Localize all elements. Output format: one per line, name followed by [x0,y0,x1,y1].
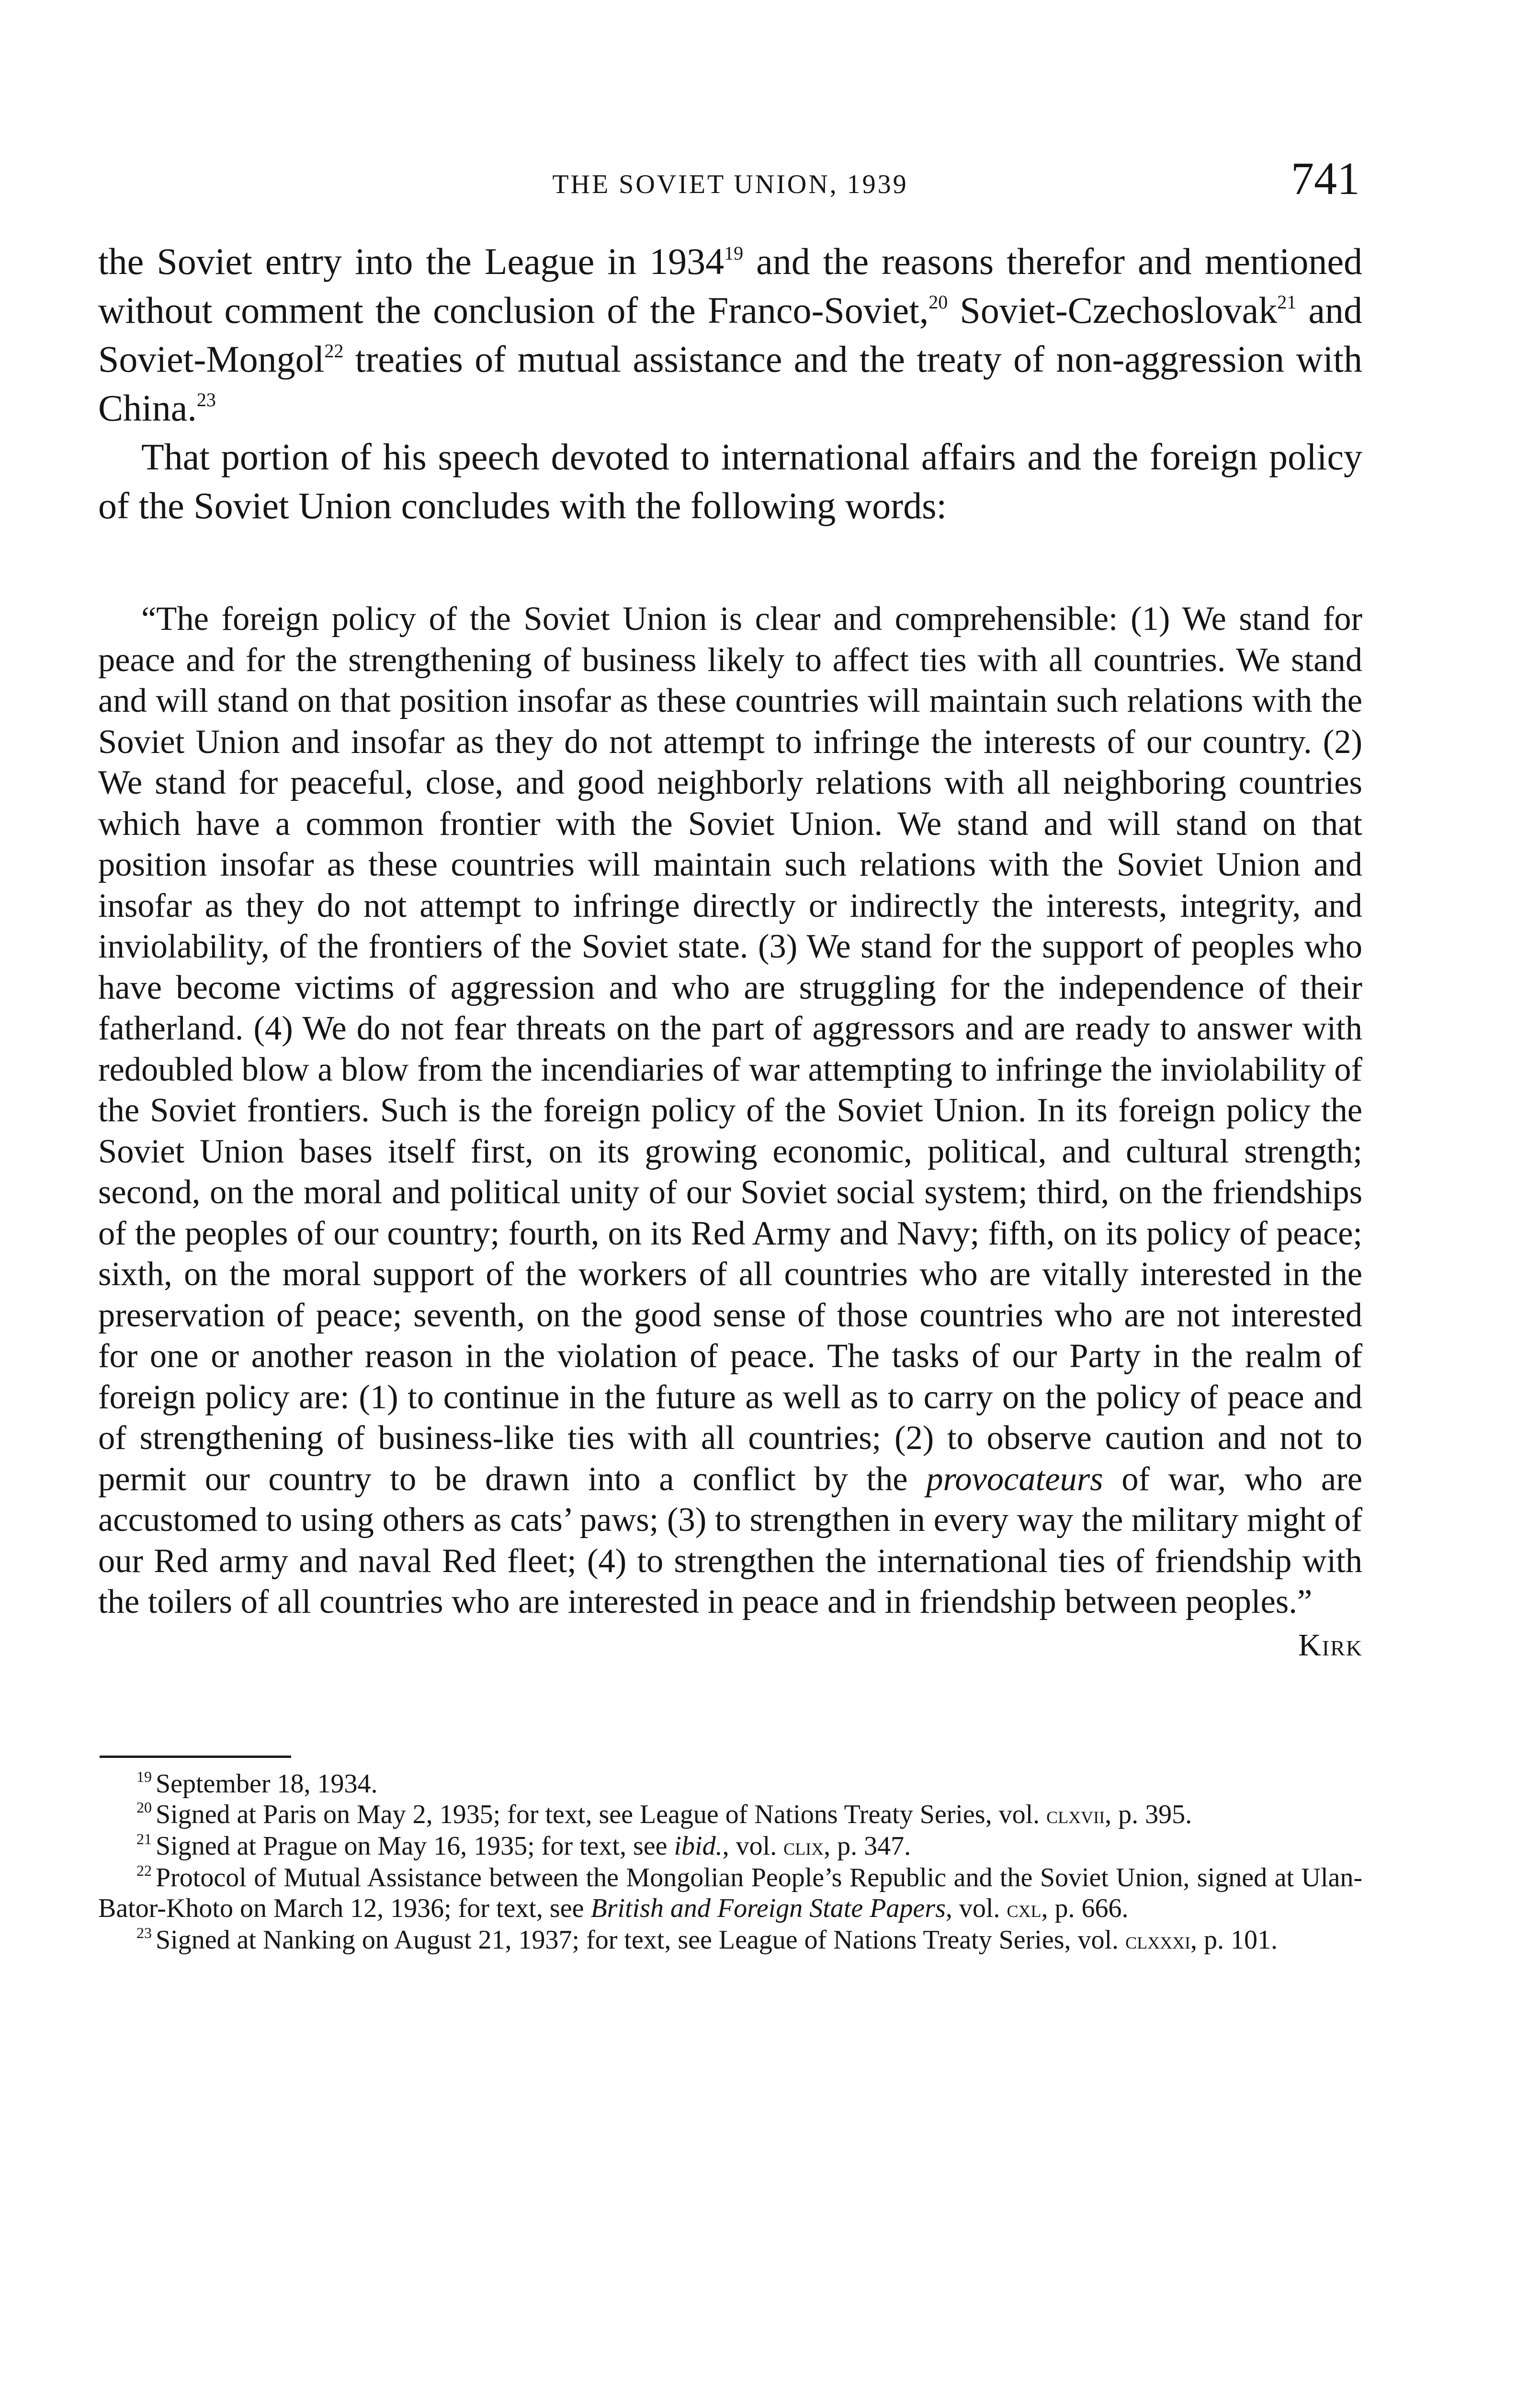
quotation-text-part-1: “The foreign policy of the Soviet Union is clear and comprehensible: (1) We stand for peace and for the strengthening of business likely to affect ties with all countries. We stand and will stand on that position insofar as these countries will maintain such relations with the Soviet Union and insofar as they do not attempt to infringe the interests of our country. (2) We stand for peaceful, close, and good neighborly relations with all neighboring countries which have a common frontier with the Soviet Union. We stand and will stand on that position insofar as these countries will maintain such relations with the Soviet Union and insofar as they do not attempt to infringe directly or indirectly the interests, integrity, and inviolability, of the frontiers of the Soviet state. (3) We stand for the support of peoples who have become victims of aggression and who are struggling for the independence of their fatherland. (4) We do not fear threats on the part of aggressors and are ready to answer with redoubled blow a blow from the incendiaries of war attempting to infringe the inviolability of the Soviet frontiers. Such is the foreign policy of the Soviet Union. In its foreign policy the Soviet Union bases itself first, on its growing economic, political, and cultural strength; second, on the moral and political unity of our Soviet social system; third, on the friendships of the peoples of our country; fourth, on its Red Army and Navy; fifth, on its policy of peace; sixth, on the moral support of the workers of all countries who are vitally interested in the preservation of peace; seventh, on the good sense of those countries who are not interested for one or another reason in the violation of peace. The tasks of our Party in the realm of foreign policy are: (1) to continue in the future as well as to carry on the policy of peace and of strengthening of business-like ties with all countries; (2) to observe caution and not to permit our country to be drawn into a conflict by the [98,600,1362,1498]
quotation-text [98,599,1362,1623]
footnote-text-mid: , vol. [722,1831,784,1861]
footnote-ref-22: 22 [324,340,344,362]
footnote-text-mid: , vol. [945,1893,1007,1923]
footnote-text: Protocol of Mutual Assistance between the Mongolian People’s Republic and the Soviet Union, signed at Ulan-Bator-Khoto on March 12, 1936; for text, see [98,1863,1362,1923]
footnote-ref-21: 21 [1277,291,1297,313]
footnote-volume: clix [783,1833,824,1860]
footnote-19 [98,1768,1362,1799]
quotation-text-part-2: of war, who are accustomed to using others as cats’ paws; (3) to strengthen in every way the military might of our Red army and naval Red fleet; (4) to strengthen the international ties of friendship with the toilers of all countries who are interested in peace and in friendship between peoples.” [98,1460,1362,1620]
footnote-text: September 18, 1934. [156,1769,378,1799]
footnote-text: Signed at Nanking on August 21, 1937; for text, see League of Nations Treaty Series, vol. [156,1925,1126,1955]
footnote-22 [98,1862,1362,1925]
paragraph-intro-text-1: the Soviet entry into the League in 1934 [98,240,725,282]
footnote-text: Signed at Prague on May 16, 1935; for text, see [156,1831,674,1861]
body-text [98,237,1362,530]
running-title: THE SOVIET UNION, 1939 [552,170,908,199]
footnote-ref-19: 19 [724,242,744,264]
footnote-volume: cxl [1007,1895,1042,1923]
footnote-mark: 23 [136,1924,152,1941]
paragraph-intro-text-3: Soviet-Czechoslovak [948,289,1278,331]
paragraph-intro-text-5: treaties of mutual assistance and the treaty of non-aggression with China. [98,338,1362,429]
footnote-volume: clxxxi [1125,1927,1191,1954]
footnote-source-title: British and Foreign State Papers [590,1893,946,1923]
footnote-divider [100,1756,291,1758]
footnote-20 [98,1799,1362,1831]
footnote-21 [98,1831,1362,1862]
footnote-text-end: , p. 666. [1041,1893,1129,1923]
footnote-ref-20: 20 [929,291,948,313]
footnote-volume: clxvii [1046,1802,1105,1829]
footnote-mark: 19 [136,1768,152,1785]
footnote-mark: 20 [136,1799,152,1816]
footnotes [98,1768,1362,1956]
footnote-text-end: , p. 101. [1190,1925,1278,1955]
paragraph-intro-text-4: and Soviet-Mongol [98,289,1362,380]
speech-quotation [98,599,1362,1623]
paragraph-speech-intro: That portion of his speech devoted to international affairs and the foreign policy of the Soviet Union concludes with the following words: [98,436,1362,526]
quotation-italic-term: provocateurs [926,1460,1103,1498]
footnote-ibid: ibid. [674,1831,723,1861]
footnote-text: Signed at Paris on May 2, 1935; for text, see League of Nations Treaty Series, vol. [156,1800,1047,1829]
footnote-mark: 21 [136,1830,152,1848]
footnote-23 [98,1925,1362,1956]
paragraph-intro [98,237,1362,433]
signature-kirk: Kirk [1298,1628,1363,1663]
footnote-ref-23: 23 [196,389,216,411]
footnote-text-end: , p. 347. [824,1831,911,1861]
paragraph-intro-text-2: and the reasons therefor and mentioned without comment the conclusion of the Franco-Soviet, [98,240,1362,331]
page-number: 741 [1291,153,1360,204]
running-head [101,152,1360,205]
footnote-mark: 22 [136,1862,152,1879]
footnote-text-end: , p. 395. [1105,1800,1192,1829]
